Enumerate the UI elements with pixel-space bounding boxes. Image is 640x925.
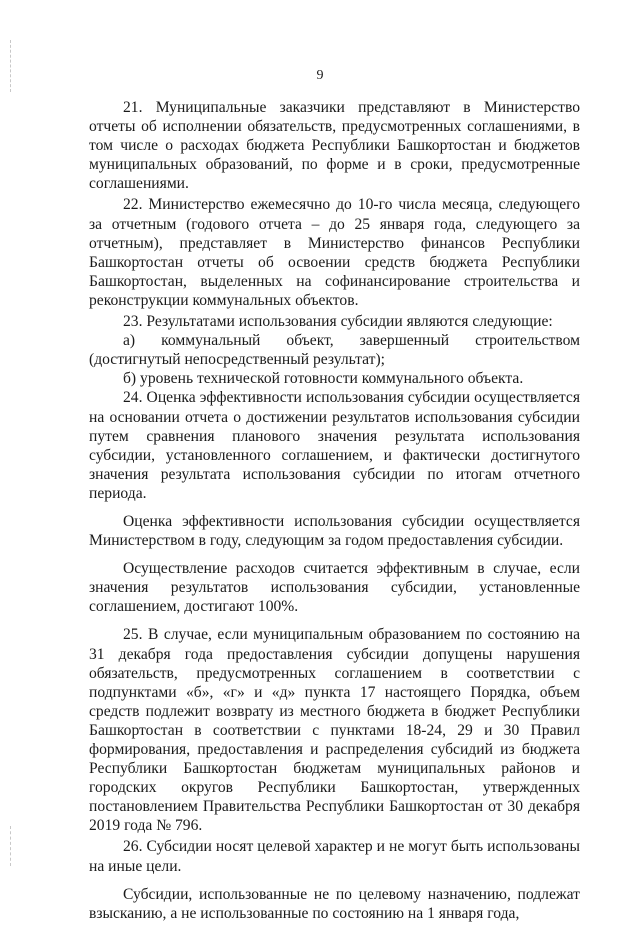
paragraph-24: 24. Оценка эффективности использования субсидии осуществляется на основании отчета о достижении результатов использования субсидии путем сравнения планового значения результата использования субсидии, установленного соглашением, и фактически достигнутого значения результата использования субсидии по итогам отчетного периода.	[89, 389, 580, 502]
paragraph-21: 21. Муниципальные заказчики представляют в Министерство отчеты об исполнении обязательств, предусмотренных соглашениями, в том числе о расходах бюджета Республики Башкортостан и бюджетов муниципальных образований, по форме и в сроки, предусмотренные соглашениями.	[89, 99, 580, 193]
paragraph-25: 25. В случае, если муниципальным образованием по состоянию на 31 декабря года предоставления субсидии допущены нарушения обязательств, предусмотренных соглашением в соответствии с подпунктами «б», «г» и «д» пункта 17 настоящего Порядка, объем средств подлежит возврату из местного бюджета в бюджет Республики Башкортостан в соответствии с пунктами 18-24, 29 и 30 Правил формирования, предоставления и распределения субсидий из бюджета Республики Башкортостан бюджетам муниципальных районов и городских округов Республики Башкортостан, утвержденных постановлением Правительства Республики Башкортостан от 30 декабря 2019 года № 796.	[89, 626, 580, 835]
paragraph-efficiency-criteria: Осуществление расходов считается эффективным в случае, если значения результатов использования субсидии, установленные соглашением, достигают 100%.	[89, 560, 580, 616]
paragraph-efficiency-assessment: Оценка эффективности использования субсидии осуществляется Министерством в году, следующим за годом предоставления субсидии.	[89, 512, 580, 550]
paragraph-23-item-a: а) коммунальный объект, завершенный строительством (достигнутый непосредственный результат);	[89, 332, 580, 369]
paragraph-22: 22. Министерство ежемесячно до 10-го числа месяца, следующего за отчетным (годового отчета – до 25 января года, следующего за отчетным), представляет в Министерство финансов Республики Башкортостан отчеты об освоении средств бюджета Республики Башкортостан, выделенных на софинансирование строительства и реконструкции коммунальных объектов.	[89, 196, 580, 309]
paragraph-23-item-b: б) уровень технической готовности коммунального объекта.	[123, 370, 524, 388]
binding-margin-mark-bottom	[10, 826, 13, 866]
document-body	[89, 98, 580, 925]
paragraph-23: 23. Результатами использования субсидии являются следующие:	[123, 313, 553, 331]
page-number: 9	[316, 68, 324, 83]
binding-margin-mark-top	[10, 40, 13, 92]
paragraph-26: 26. Субсидии носят целевой характер и не могут быть использованы на иные цели.	[89, 838, 580, 875]
paragraph-misuse-recovery: Субсидии, использованные не по целевому назначению, подлежат взысканию, а не использованные по состоянию на 1 января года,	[89, 885, 580, 922]
